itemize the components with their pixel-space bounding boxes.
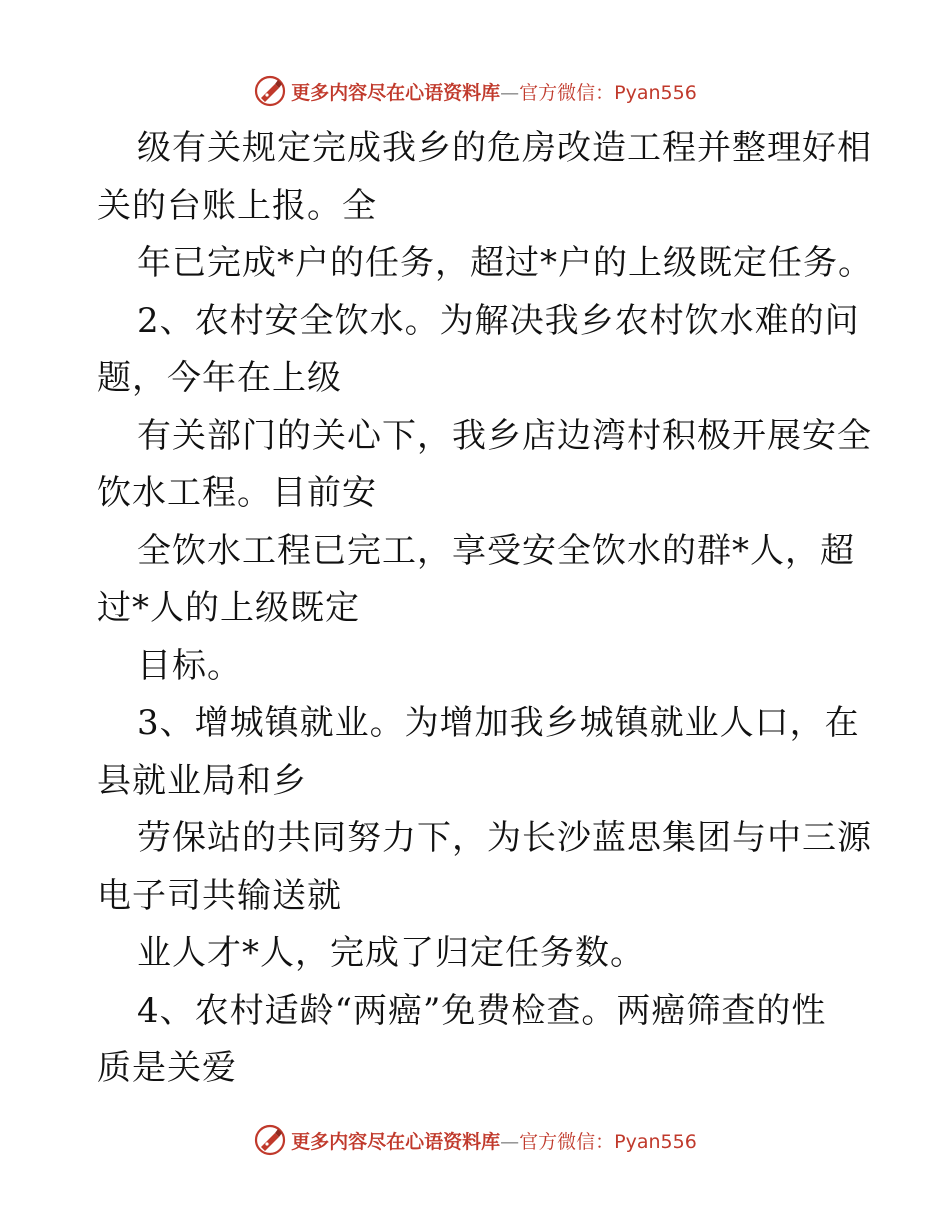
text-line: 题，今年在上级 — [97, 358, 342, 398]
text-line: 全饮水工程已完工，享受安全饮水的群*人，超 — [137, 530, 855, 571]
text-line: 2、农村安全饮水。为解决我乡农村饮水难的问 — [137, 300, 860, 341]
text-line: 过*人的上级既定 — [97, 588, 360, 628]
document-body — [97, 120, 873, 1098]
header-watermark — [0, 71, 950, 111]
text-line: 饮水工程。目前安 — [97, 473, 377, 513]
text-line: 关的台账上报。全 — [97, 185, 377, 226]
watermark-account-text: 官方微信：Pyan556 — [519, 1130, 697, 1153]
text-line: 劳保站的共同努力下，为长沙蓝思集团与中三源 — [137, 818, 872, 858]
pen-nib-icon — [253, 74, 287, 108]
text-line: 业人才*人，完成了归定任务数。 — [137, 933, 645, 973]
footer-watermark — [0, 1120, 950, 1160]
pen-nib-icon — [253, 1123, 287, 1157]
watermark-separator: — — [500, 81, 520, 104]
text-line: 年已完成*户的任务，超过*户的上级既定任务。 — [137, 243, 873, 283]
text-line: 目标。 — [137, 645, 242, 686]
text-line: 有关部门的关心下，我乡店边湾村积极开展安全 — [137, 415, 872, 456]
text-line: 质是关爱 — [97, 1048, 237, 1088]
watermark-separator: — — [500, 1130, 520, 1153]
text-line: 电子司共输送就 — [97, 875, 342, 916]
text-line: 4、农村适龄“两癌”免费检查。两癌筛查的性 — [137, 990, 827, 1031]
watermark-main-text: 更多内容尽在心语资料库 — [291, 1130, 501, 1153]
text-line: 县就业局和乡 — [97, 760, 307, 801]
watermark-main-text: 更多内容尽在心语资料库 — [291, 81, 501, 104]
watermark-text — [291, 78, 697, 105]
watermark-account-text: 官方微信：Pyan556 — [519, 81, 697, 104]
text-line: 级有关规定完成我乡的危房改造工程并整理好相 — [137, 128, 872, 168]
watermark-text — [291, 1127, 697, 1154]
text-line: 3、增城镇就业。为增加我乡城镇就业人口，在 — [137, 703, 860, 743]
